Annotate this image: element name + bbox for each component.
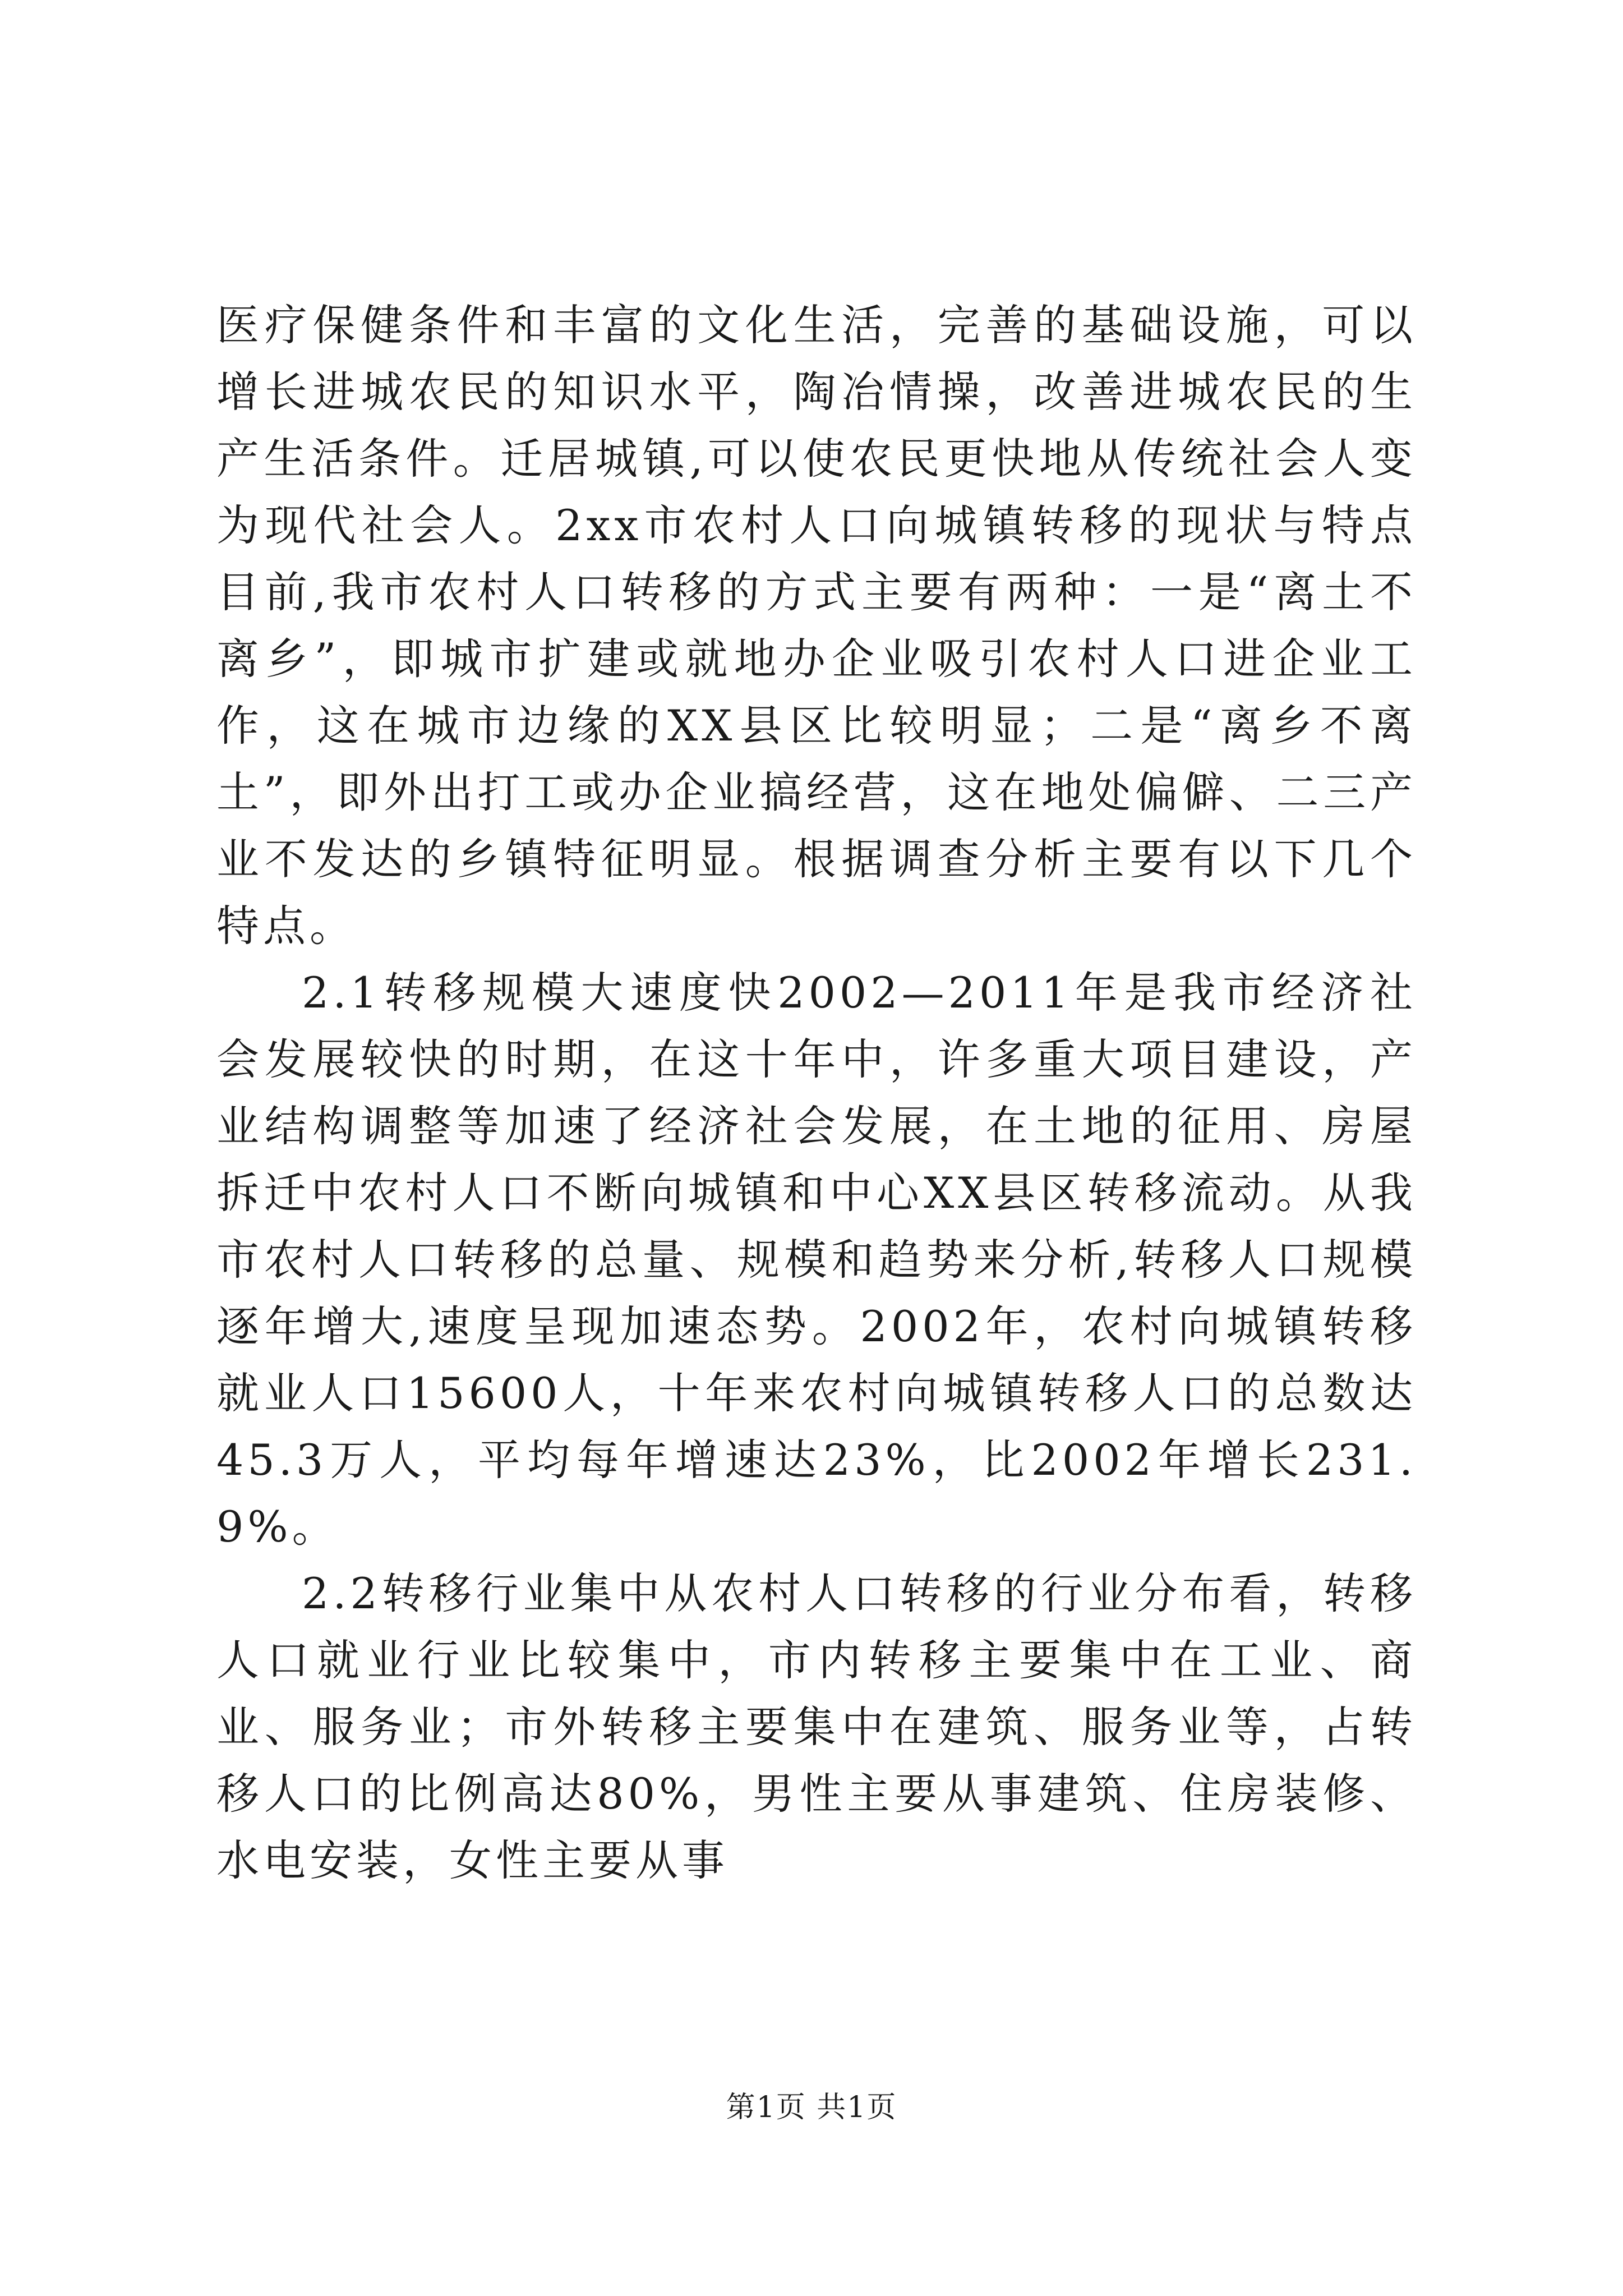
page-footer: 第1页 共1页 [726, 2091, 897, 2124]
paragraph-2: 2.1转移规模大速度快2002—2011年是我市经济社会发展较快的时期，在这十年中，许多重大项目建设，产业结构调整等加速了经济社会发展，在土地的征用、房屋拆迁中农村人口不断向城镇和中心XX县区转移流动。从我市农村人口转移的总量、规模和趋势来分析,转移人口规模逐年增大,速度呈现加速态势。2002年，农村向城镇转移就业人口15600人，十年来农村向城镇转移人口的总数达45.3万人，平均每年增速达23%，比2002年增长231.9%。 [216, 968, 1417, 1552]
paragraph-1: 医疗保健条件和丰富的文化生活，完善的基础设施，可以增长进城农民的知识水平，陶冶情操，改善进城农民的生产生活条件。迁居城镇,可以使农民更快地从传统社会人变为现代社会人。2xx市农村人口向城镇转移的现状与特点目前,我市农村人口转移的方式主要有两种：一是“离土不离乡”，即城市扩建或就地办企业吸引农村人口进企业工作，这在城市边缘的XX县区比较明显；二是“离乡不离土”，即外出打工或办企业搞经营，这在地处偏僻、二三产业不发达的乡镇特征明显。根据调查分析主要有以下几个特点。 [216, 300, 1417, 951]
document-body [216, 292, 1417, 1894]
paragraph-3: 2.2转移行业集中从农村人口转移的行业分布看，转移人口就业行业比较集中，市内转移主要集中在工业、商业、服务业；市外转移主要集中在建筑、服务业等，占转移人口的比例高达80%，男性主要从事建筑、住房装修、水电安装，女性主要从事 [216, 1568, 1417, 1885]
